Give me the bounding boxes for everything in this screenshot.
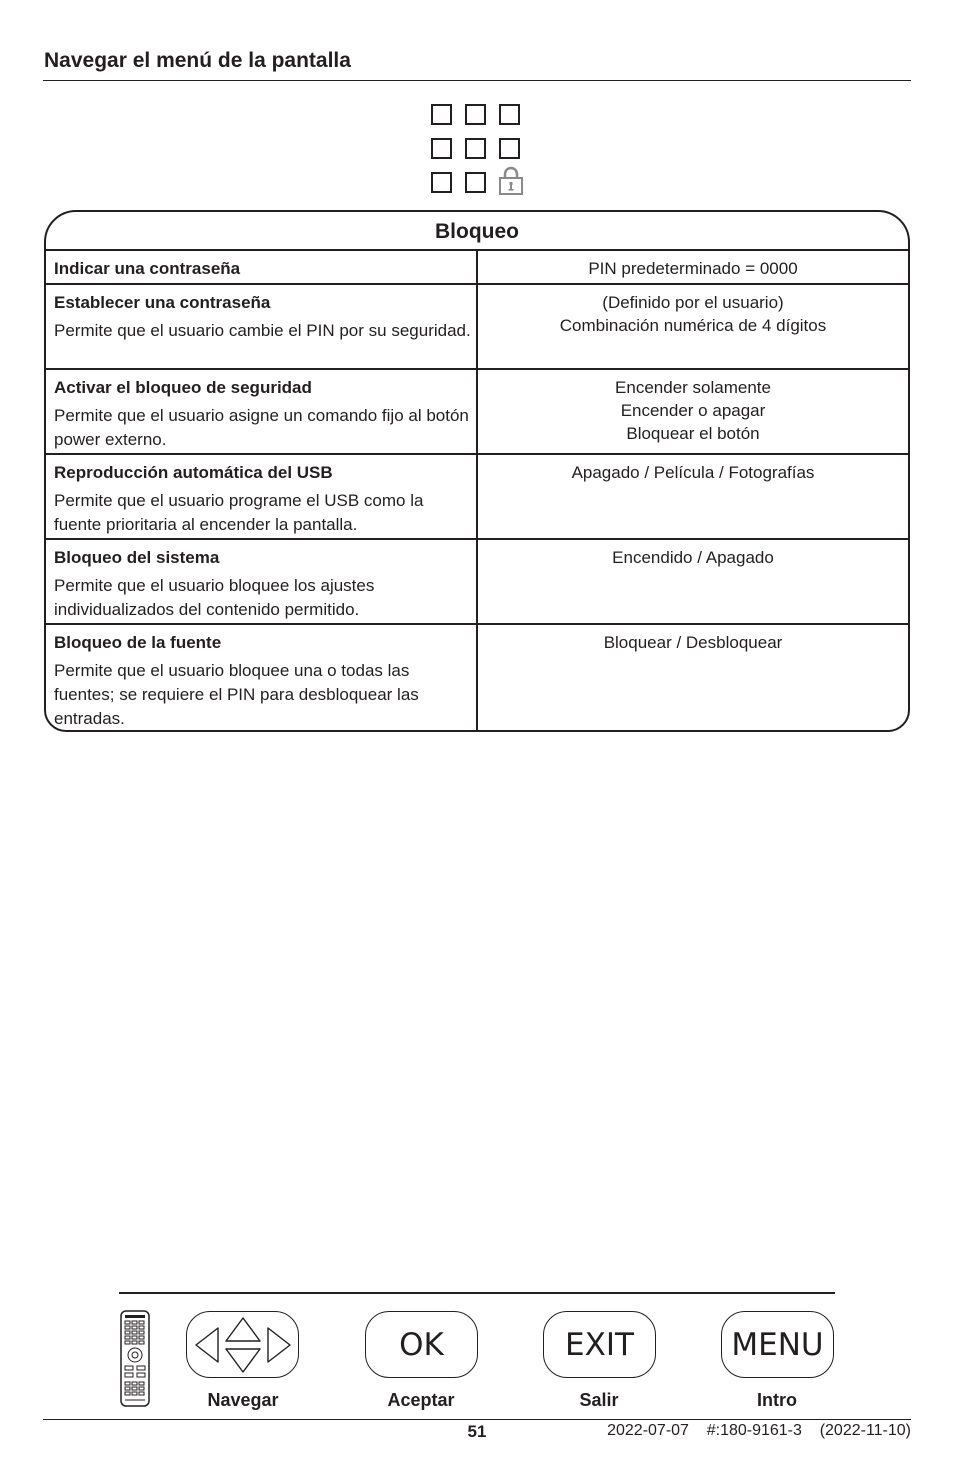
page-title: Navegar el menú de la pantalla xyxy=(44,49,351,72)
settings-row-usb-autoplay xyxy=(46,455,908,540)
grid-cell-icon xyxy=(465,104,486,125)
grid-cell-icon xyxy=(465,138,486,159)
grid-cell-icon xyxy=(431,138,452,159)
settings-row-set-password-prompt xyxy=(46,251,908,285)
row-value: Combinación numérica de 4 dígitos xyxy=(559,316,827,335)
page-footer-divider xyxy=(43,1419,911,1420)
settings-row-source-lock xyxy=(46,625,908,732)
row-label: Reproducción automática del USB xyxy=(54,463,333,482)
row-value-cell xyxy=(478,285,908,368)
row-value: Encender solamente xyxy=(615,378,771,397)
row-value-cell xyxy=(478,455,908,538)
row-description: Permite que el usuario cambie el PIN por su seguridad. xyxy=(54,321,471,340)
footer-divider xyxy=(119,1292,835,1294)
grid-cell-icon xyxy=(431,104,452,125)
row-value-cell xyxy=(478,370,908,453)
exit-label: Salir xyxy=(579,1390,619,1410)
row-description: Permite que el usuario programe el USB como la fuente prioritaria al encender la pantalla. xyxy=(54,491,424,534)
document-date: 2022-07-07 xyxy=(607,1422,689,1439)
settings-row-security-lock xyxy=(46,370,908,455)
page-number: 51 xyxy=(467,1422,487,1441)
row-label-cell xyxy=(46,251,478,283)
row-label-cell xyxy=(46,370,478,453)
row-label: Indicar una contraseña xyxy=(54,259,241,278)
lock-settings-panel xyxy=(44,210,910,732)
row-description: Permite que el usuario bloquee los ajustes individualizados del contenido permitido. xyxy=(54,576,375,619)
row-value-cell xyxy=(478,625,908,732)
row-value: Encendido / Apagado xyxy=(612,548,774,567)
row-label: Activar el bloqueo de seguridad xyxy=(54,378,312,397)
lock-icon xyxy=(498,166,524,195)
row-description: Permite que el usuario asigne un comando fijo al botón power externo. xyxy=(54,406,469,449)
row-label-cell xyxy=(46,285,478,368)
arrows-icon xyxy=(188,1314,298,1376)
grid-cell-icon xyxy=(499,138,520,159)
ok-key: OK xyxy=(365,1311,478,1378)
row-value: (Definido por el usuario) xyxy=(602,293,784,312)
document-number: #:180-9161-3 xyxy=(706,1422,802,1439)
row-label: Bloqueo del sistema xyxy=(54,548,220,567)
row-description: Permite que el usuario bloquee una o todas las fuentes; se requiere el PIN para desbloquear las entradas. xyxy=(54,661,419,728)
settings-row-system-lock xyxy=(46,540,908,625)
grid-cell-icon xyxy=(499,104,520,125)
row-label: Establecer una contraseña xyxy=(54,293,271,312)
document-info xyxy=(607,1422,911,1440)
row-value: Encender o apagar xyxy=(620,401,766,420)
row-value: Bloquear el botón xyxy=(626,424,760,443)
grid-cell-icon xyxy=(465,172,486,193)
grid-cell-icon xyxy=(431,172,452,193)
row-label-cell xyxy=(46,625,478,732)
remote-control-icon xyxy=(119,1310,151,1408)
title-divider xyxy=(43,80,911,81)
enter-label: Intro xyxy=(757,1390,797,1410)
row-label-cell xyxy=(46,540,478,623)
document-revision: (2022-11-10) xyxy=(819,1422,911,1439)
row-value: PIN predeterminado = 0000 xyxy=(588,259,798,278)
navigate-arrows-key xyxy=(186,1311,299,1378)
row-label-cell xyxy=(46,455,478,538)
exit-key: EXIT xyxy=(543,1311,656,1378)
row-value-cell xyxy=(478,251,908,283)
row-value: Bloquear / Desbloquear xyxy=(603,633,783,652)
row-label: Bloqueo de la fuente xyxy=(54,633,222,652)
settings-row-establish-password xyxy=(46,285,908,370)
panel-title: Bloqueo xyxy=(46,212,908,251)
menu-key: MENU xyxy=(721,1311,834,1378)
navigate-label: Navegar xyxy=(207,1390,279,1410)
row-value: Apagado / Película / Fotografías xyxy=(571,463,815,482)
accept-label: Aceptar xyxy=(387,1390,455,1410)
row-value-cell xyxy=(478,540,908,623)
